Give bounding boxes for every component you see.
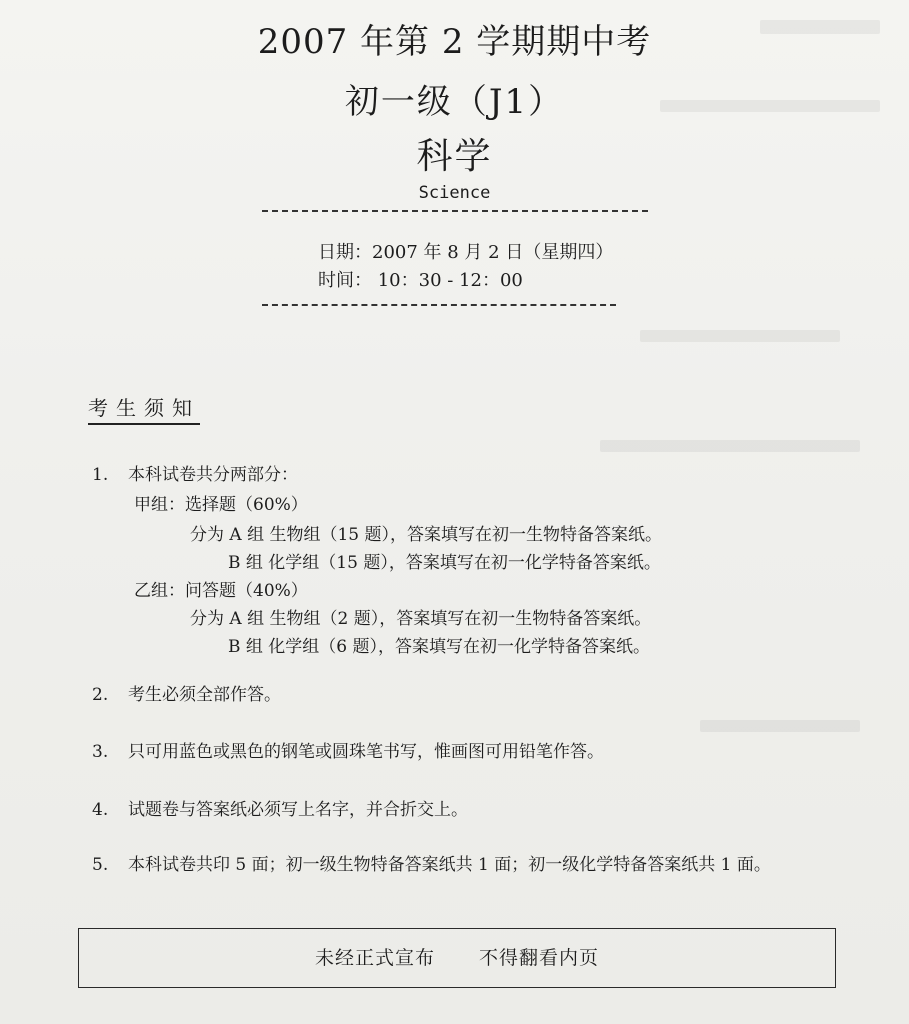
notice-heading: 考生须知 [88,392,200,425]
footer-warning-box [78,928,836,988]
item-number: 1. [92,465,109,485]
bleed-through-mark [640,330,840,342]
bleed-through-mark [700,720,860,732]
dashed-divider-top [262,210,648,212]
dashed-divider-bottom [262,304,616,306]
item-text: 试题卷与答案纸必须写上名字，并合折交上。 [128,800,468,820]
footer-warning-text [79,943,835,970]
notice-item-1-part-b-line-1: 分为 A 组 生物组（2 题），答案填写在初一生物特备答案纸。 [190,609,652,629]
item-number: 2. [92,685,109,705]
notice-item-1 [92,460,298,485]
notice-item-1-part-a: 甲组：选择题（60%） [134,495,308,515]
item-number: 5. [92,855,109,875]
footer-warning-right: 不得翻看内页 [479,947,600,969]
exam-subject-english: Science [418,183,491,203]
notice-item-1-part-a-line-1: 分为 A 组 生物组（15 题），答案填写在初一生物特备答案纸。 [190,525,663,545]
item-text: 考生必须全部作答。 [128,685,281,705]
notice-item-1-part-a-line-2: B 组 化学组（15 题），答案填写在初一化学特备答案纸。 [228,553,661,573]
notice-item-4 [92,795,468,820]
item-text: 本科试卷共印 5 面；初一级生物特备答案纸共 1 面；初一级化学特备答案纸共 1 面。 [128,855,771,875]
exam-title: 2007 年第 2 学期期中考 [257,22,652,62]
item-number: 4. [92,800,109,820]
footer-warning-left: 未经正式宣布 [314,947,435,969]
notice-item-1-part-b: 乙组：问答题（40%） [134,581,308,601]
item-text: 本科试卷共分两部分： [128,465,298,485]
item-text: 只可用蓝色或黑色的钢笔或圆珠笔书写，惟画图可用铅笔作答。 [128,742,604,762]
notice-item-2 [92,680,281,705]
notice-item-1-part-b-line-2: B 组 化学组（6 题），答案填写在初一化学特备答案纸。 [228,637,651,657]
notice-item-3 [92,737,604,762]
notice-item-5 [92,850,771,875]
exam-level: 初一级（J1） [344,82,565,122]
exam-subject: 科学 [416,136,493,177]
bleed-through-mark [600,440,860,452]
exam-date: 日期：2007 年 8 月 2 日（星期四） [318,242,614,263]
item-number: 3. [92,742,109,762]
exam-time: 时间： 10：30 - 12：00 [318,270,523,291]
